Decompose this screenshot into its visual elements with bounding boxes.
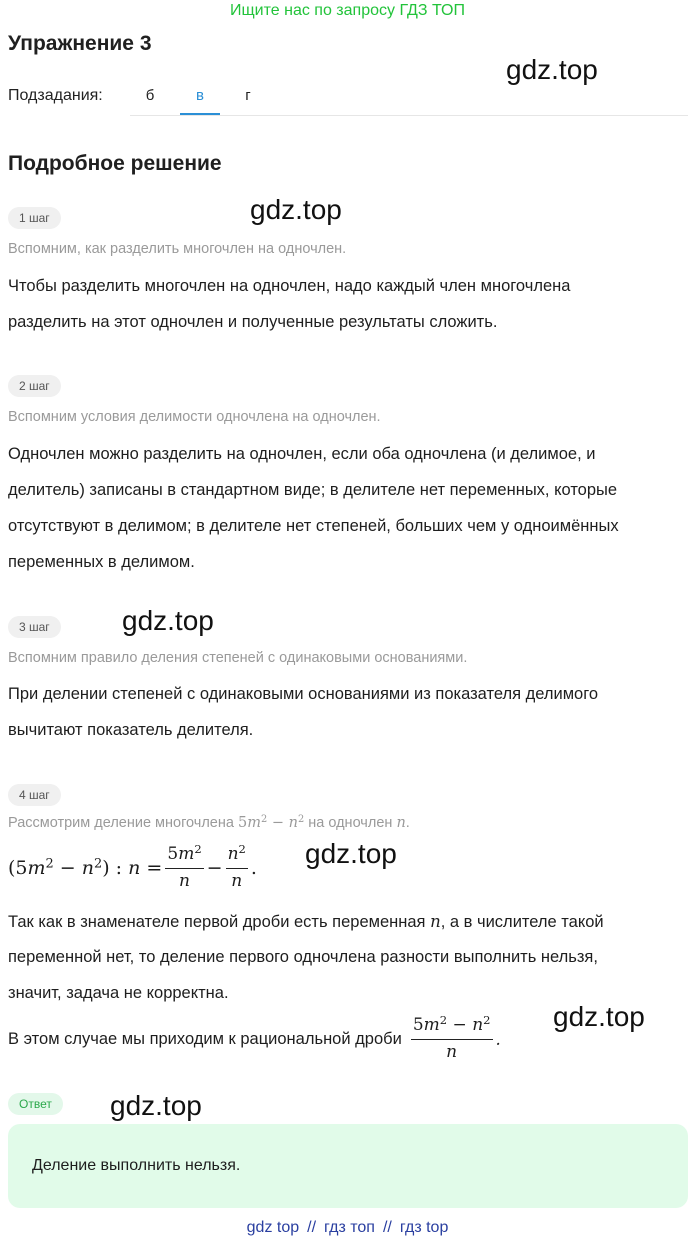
monomial-formula: n xyxy=(396,815,406,831)
step-text-line: значит, задача не корректна. xyxy=(8,984,229,1002)
footer-link[interactable]: гдз top xyxy=(399,1219,449,1236)
active-tab-indicator xyxy=(180,113,220,115)
watermark: gdz.top xyxy=(553,1001,645,1032)
watermark: gdz.top xyxy=(122,605,214,636)
solution-title: Подробное решение xyxy=(8,152,222,175)
step-hint: Рассмотрим деление многочлена $5m^2 - n^2$ на одночлен n. xyxy=(8,814,410,831)
exercise-title: Упражнение 3 xyxy=(8,32,152,55)
answer-badge: Ответ xyxy=(8,1093,63,1115)
step-text-line: вычитают показатель делителя. xyxy=(8,721,254,739)
footer-separator: // xyxy=(382,1219,392,1236)
watermark: gdz.top xyxy=(305,838,397,869)
step-badge: 1 шаг xyxy=(8,207,61,229)
step-hint: Вспомним правило деления степеней с одинаковыми основаниями. xyxy=(8,650,468,666)
step-badge: 2 шаг xyxy=(8,375,61,397)
step-text-line: разделить на этот одночлен и полученные результаты сложить. xyxy=(8,313,498,331)
conclusion-line: В этом случае мы приходим к рациональной дроби $\frac{5m^2 - n^2}{n}$ . xyxy=(8,1013,501,1062)
step-text-line: делитель) записаны в стандартном виде; в делителе нет переменных, которые xyxy=(8,481,618,499)
answer-text: Деление выполнить нельзя. xyxy=(32,1157,241,1174)
tab-g[interactable]: г xyxy=(245,87,251,104)
step-hint: Вспомним условия делимости одночлена на одночлен. xyxy=(8,409,381,425)
tabs-divider xyxy=(130,115,688,116)
rational-fraction: $\frac{5m^2 - n^2}{n}$ xyxy=(412,1013,491,1062)
footer-link[interactable]: gdz top xyxy=(246,1219,300,1236)
step-hint: Вспомним, как разделить многочлен на одночлен. xyxy=(8,241,347,257)
footer-links xyxy=(0,1219,695,1237)
step-text-line: Так как в знаменателе первой дроби есть переменная n, а в числителе такой xyxy=(8,912,604,931)
watermark: gdz.top xyxy=(506,54,598,85)
polynomial-formula: $5m^2 - n^2$ xyxy=(237,814,305,831)
variable-n: n xyxy=(430,912,441,931)
step-text-line: переменной нет, то деление первого одночлена разности выполнить нельзя, xyxy=(8,948,598,966)
search-banner: Ищите нас по запросу ГДЗ ТОП xyxy=(230,2,465,19)
step-badge: 4 шаг xyxy=(8,784,61,806)
step-badge: 3 шаг xyxy=(8,616,61,638)
step-text-line: отсутствуют в делимом; в делителе нет степеней, больших чем у одноимённых xyxy=(8,517,619,535)
footer-separator: // xyxy=(307,1219,317,1236)
step-text-line: При делении степеней с одинаковыми основаниями из показателя делимого xyxy=(8,685,599,703)
footer-link[interactable]: гдз топ xyxy=(324,1219,375,1236)
step-text-line: Одночлен можно разделить на одночлен, если оба одночлена (и делимое, и xyxy=(8,445,596,463)
division-formula: $(5m^2 - n^2)$ : n = $\frac{5m^2}{n}$ − $\frac{n^2}{n}$ . xyxy=(8,842,257,891)
tab-v[interactable]: в xyxy=(196,87,204,104)
watermark: gdz.top xyxy=(250,194,342,225)
subtasks-label: Подзадания: xyxy=(8,87,103,104)
watermark: gdz.top xyxy=(110,1090,202,1121)
tab-b[interactable]: б xyxy=(145,87,155,104)
step-text-line: Чтобы разделить многочлен на одночлен, надо каждый член многочлена xyxy=(8,277,571,295)
step-text-line: переменных в делимом. xyxy=(8,553,195,571)
